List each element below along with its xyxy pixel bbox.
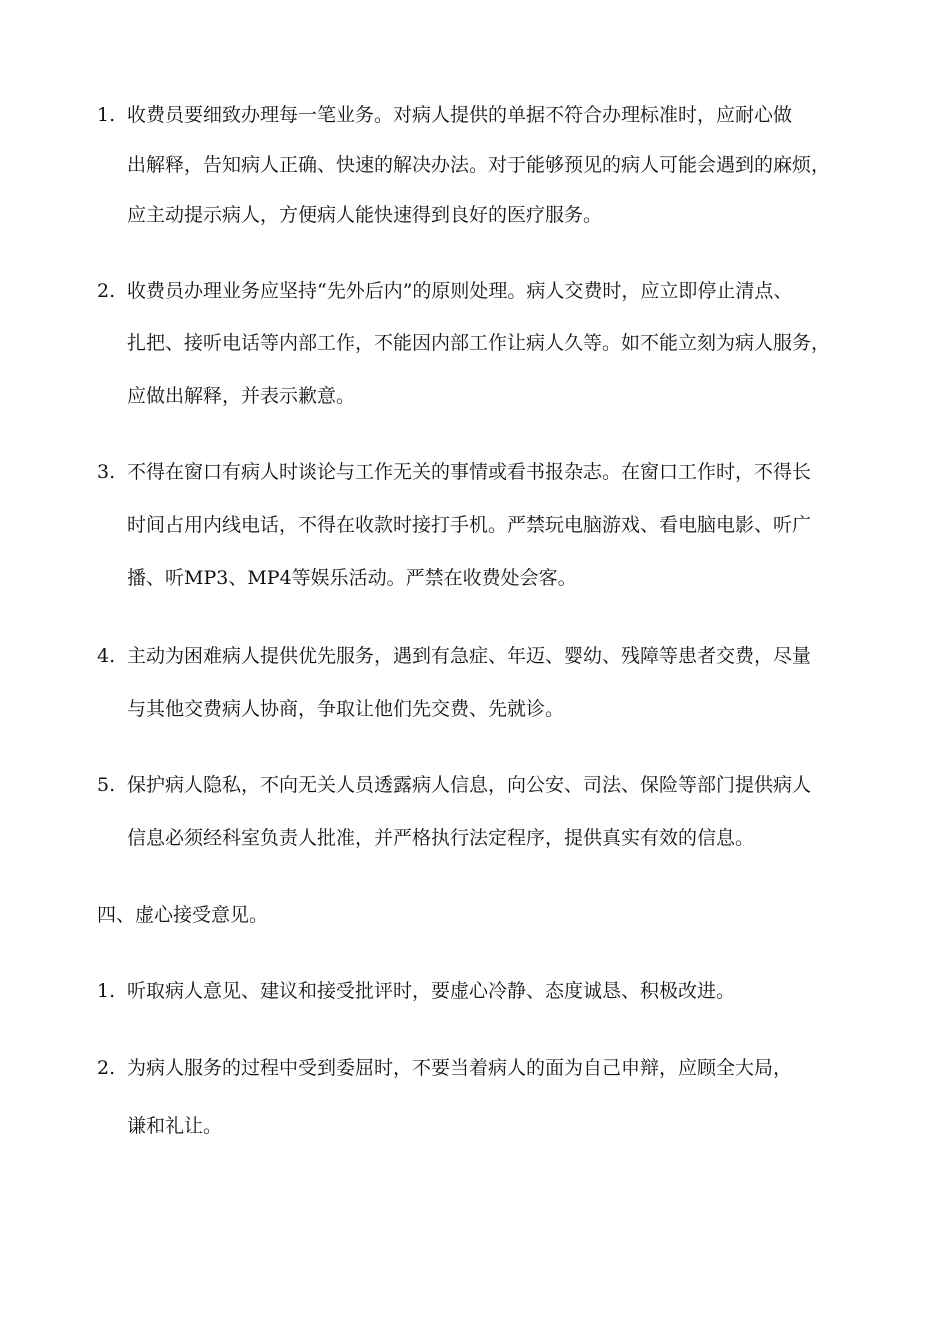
paragraph-line: 信息必须经科室负责人批准，并严格执行法定程序，提供真实有效的信息。 [127,827,755,849]
paragraph-line: 保护病人隐私，不向无关人员透露病人信息，向公安、司法、保险等部门提供病人 [127,774,812,796]
paragraph-line: 收费员办理业务应坚持“先外后内”的原则处理。病人交费时，应立即停止清点、 [127,280,793,302]
paragraph-line: 为病人服务的过程中受到委屈时，不要当着病人的面为自己申辩，应顾全大局， [127,1057,793,1079]
item-number: 4. [97,645,116,667]
paragraph-line: 收费员要细致办理每一笔业务。对病人提供的单据不符合办理标准时，应耐心做 [127,104,793,126]
item-number: 1. [97,980,116,1002]
paragraph-line: 时间占用内线电话，不得在收款时接打手机。严禁玩电脑游戏、看电脑电影、听广 [127,514,812,536]
paragraph-line: 与其他交费病人协商，争取让他们先交费、先就诊。 [127,698,565,720]
paragraph-line: 听取病人意见、建议和接受批评时，要虚心冷静、态度诚恳、积极改进。 [127,980,736,1002]
paragraph-line: 谦和礼让。 [127,1115,223,1137]
paragraph-line: 应主动提示病人，方便病人能快速得到良好的医疗服务。 [127,204,603,226]
item-number: 2. [97,1057,116,1079]
paragraph-line: 不得在窗口有病人时谈论与工作无关的事情或看书报杂志。在窗口工作时，不得长 [127,461,812,483]
section-heading: 四、虚心接受意见。 [97,904,269,926]
paragraph-line: 扎把、接听电话等内部工作，不能因内部工作让病人久等。如不能立刻为病人服务， [127,332,831,354]
item-number: 1. [97,104,116,126]
item-number: 5. [97,774,116,796]
paragraph-line: 播、听MP3、MP4等娱乐活动。严禁在收费处会客。 [127,567,577,589]
paragraph-line: 应做出解释，并表示歉意。 [127,385,356,407]
item-number: 2. [97,280,116,302]
paragraph-line: 出解释，告知病人正确、快速的解决办法。对于能够预见的病人可能会遇到的麻烦， [127,154,831,176]
paragraph-line: 主动为困难病人提供优先服务，遇到有急症、年迈、婴幼、残障等患者交费，尽量 [127,645,812,667]
item-number: 3. [97,461,116,483]
